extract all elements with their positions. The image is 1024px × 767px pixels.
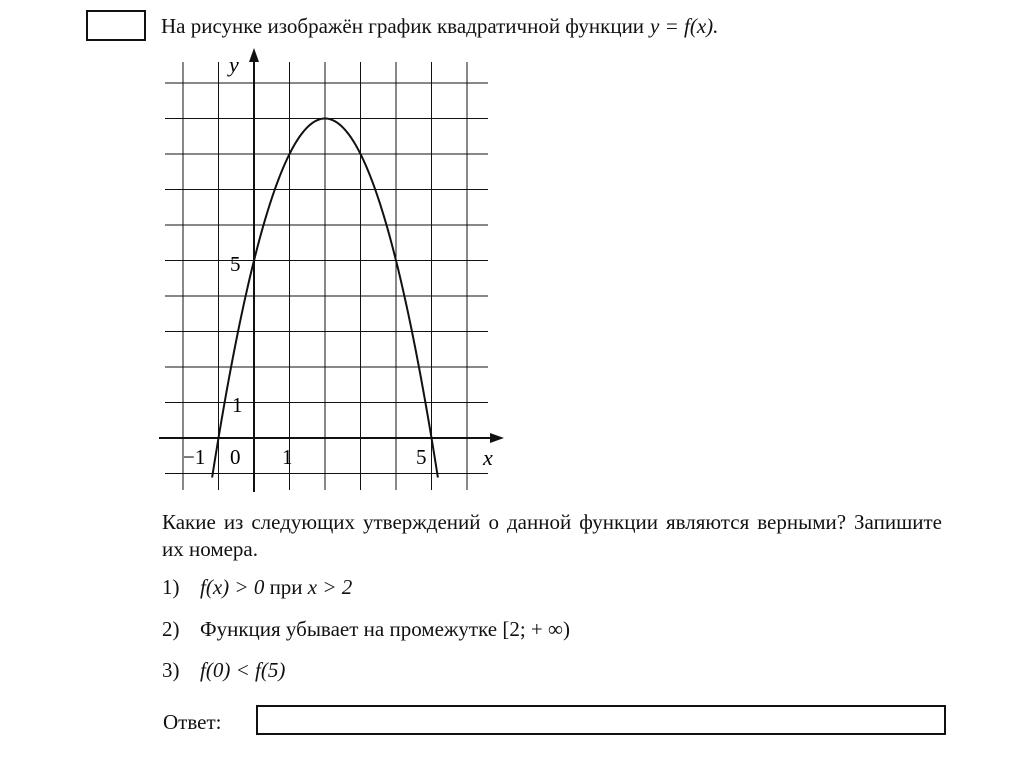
y-axis-arrow	[249, 48, 259, 62]
option-2	[162, 617, 570, 642]
option-1-condition: x > 2	[307, 575, 353, 599]
answer-input-box[interactable]	[256, 705, 946, 735]
tick-label-x-minus1: −1	[183, 445, 206, 469]
question-text: На рисунке изображён график квадратичной функции	[161, 14, 645, 38]
option-3-number: 3)	[162, 658, 180, 682]
tick-label-x-5: 5	[416, 445, 427, 469]
option-3	[162, 658, 285, 683]
y-axis-label: y	[229, 52, 239, 77]
x-axis-arrow	[490, 433, 504, 443]
axes	[159, 48, 504, 492]
question-formula: y = f(x).	[650, 14, 719, 38]
option-2-text: Функция убывает на промежутке	[200, 617, 498, 641]
option-1-number: 1)	[162, 575, 180, 599]
option-1	[162, 575, 352, 600]
tick-label-y-1: 1	[232, 393, 243, 417]
option-3-math: f(0) < f(5)	[200, 658, 286, 682]
tick-label-y-5: 5	[230, 252, 241, 276]
option-1-math: f(x) > 0	[200, 575, 265, 599]
option-1-word: при	[269, 575, 303, 599]
x-axis-label: x	[483, 445, 493, 470]
tick-label-origin: 0	[230, 445, 241, 469]
option-2-interval: [2; + ∞)	[502, 617, 570, 641]
option-2-number: 2)	[162, 617, 180, 641]
grid-lines	[165, 62, 488, 490]
task-text: Какие из следующих утверждений о данной функции являются верными? Запишите их номера.	[162, 510, 942, 561]
answer-label: Ответ:	[163, 710, 222, 734]
tick-label-x-1: 1	[282, 445, 293, 469]
